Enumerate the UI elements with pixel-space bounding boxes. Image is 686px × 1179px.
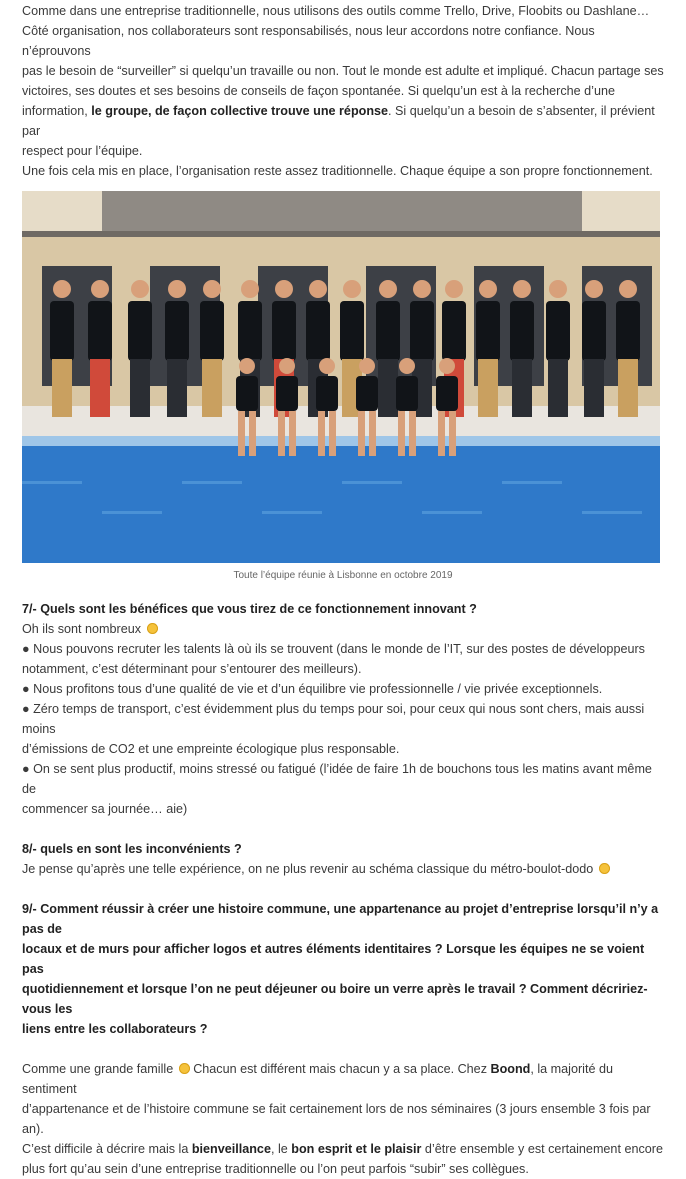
answer-line bbox=[22, 1059, 664, 1099]
list-item: ● Zéro temps de transport, c’est évidemment plus du temps pour soi, pour ceux qui nous sont chers, mais aussi moins bbox=[22, 702, 645, 736]
person-head bbox=[585, 280, 603, 298]
answer-line: plus fort qu’au sein d’une entreprise traditionnelle ou l’on peut parfois “subir” ses collègues. bbox=[22, 1162, 529, 1176]
person-leg bbox=[438, 411, 445, 456]
person-body bbox=[616, 301, 640, 361]
answer-7-intro bbox=[22, 619, 664, 639]
text: d’être ensemble y est certainement encore bbox=[421, 1142, 663, 1156]
water-ripple bbox=[582, 511, 642, 514]
person-body bbox=[376, 301, 400, 361]
person-leg bbox=[449, 411, 456, 456]
water-ripple bbox=[502, 481, 562, 484]
water-ripple bbox=[422, 511, 482, 514]
person-body bbox=[236, 376, 258, 411]
article-content bbox=[22, 0, 664, 1179]
water-ripple bbox=[262, 511, 322, 514]
list-item-continued: d’émissions de CO2 et une empreinte écologique plus responsable. bbox=[22, 742, 400, 756]
person-body bbox=[165, 301, 189, 361]
person-legs bbox=[512, 359, 532, 417]
person-head bbox=[379, 280, 397, 298]
person-leg bbox=[369, 411, 376, 456]
person-head bbox=[203, 280, 221, 298]
person-leg bbox=[289, 411, 296, 456]
photo-caption: Toute l’équipe réunie à Lisbonne en octobre 2019 bbox=[233, 570, 453, 581]
person-body bbox=[50, 301, 74, 361]
person-body bbox=[272, 301, 296, 361]
answer-line: d’appartenance et de l’histoire commune se fait certainement lors de nos séminaires (3 jours ensemble 3 fois par an). bbox=[22, 1102, 651, 1136]
person-legs bbox=[52, 359, 72, 417]
person-body bbox=[442, 301, 466, 361]
person-body bbox=[128, 301, 152, 361]
person-legs bbox=[90, 359, 110, 417]
person-legs bbox=[130, 359, 150, 417]
text: C’est difficile à décrire mais la bbox=[22, 1142, 192, 1156]
person-head bbox=[343, 280, 361, 298]
person-leg bbox=[409, 411, 416, 456]
roof-edge bbox=[22, 231, 660, 237]
text: Comme une grande famille bbox=[22, 1062, 174, 1076]
list-item: ● On se sent plus productif, moins stressé ou fatigué (l’idée de faire 1h de bouchons tous les matins avant même de bbox=[22, 762, 652, 796]
person-head bbox=[413, 280, 431, 298]
person-head bbox=[479, 280, 497, 298]
question-line: 9/- Comment réussir à créer une histoire commune, une appartenance au projet d’entreprise lorsqu’il n’y a pas de bbox=[22, 902, 659, 936]
person-body bbox=[582, 301, 606, 361]
person-leg bbox=[249, 411, 256, 456]
person-body bbox=[546, 301, 570, 361]
person-head bbox=[439, 358, 455, 374]
person-head bbox=[309, 280, 327, 298]
person-head bbox=[131, 280, 149, 298]
person-leg bbox=[358, 411, 365, 456]
list-item: ● Nous profitons tous d’une qualité de vie et d’un équilibre vie professionnelle / vie privée exceptionnels. bbox=[22, 682, 603, 696]
pool-edge bbox=[22, 436, 660, 446]
answer-9 bbox=[22, 1059, 664, 1179]
question-line: quotidiennement et lorsque l’on ne peut déjeuner ou boire un verre après le travail ? Comment décririez-vous les bbox=[22, 982, 648, 1016]
person-body bbox=[410, 301, 434, 361]
text: . Si quelqu’un a besoin de s’absenter, il prévient par bbox=[22, 104, 655, 138]
person-body bbox=[88, 301, 112, 361]
person-body bbox=[306, 301, 330, 361]
question-7: 7/- Quels sont les bénéfices que vous tirez de ce fonctionnement innovant ? bbox=[22, 602, 477, 616]
question-9 bbox=[22, 899, 664, 1039]
person-body bbox=[238, 301, 262, 361]
water-ripple bbox=[182, 481, 242, 484]
person-head bbox=[91, 280, 109, 298]
person-legs bbox=[618, 359, 638, 417]
person-body bbox=[340, 301, 364, 361]
list-item-continued: commencer sa journée… aie) bbox=[22, 802, 188, 816]
person-head bbox=[549, 280, 567, 298]
person-leg bbox=[278, 411, 285, 456]
person-head bbox=[241, 280, 259, 298]
text: , le bbox=[270, 1142, 292, 1156]
person-head bbox=[359, 358, 375, 374]
text: Je pense qu’après une telle expérience, on ne plus revenir au schéma classique du métro-boulot-dodo bbox=[22, 862, 594, 876]
person-head bbox=[239, 358, 255, 374]
pool-water bbox=[22, 436, 660, 563]
list-item-continued: notamment, c’est déterminant pour s’entourer des meilleurs). bbox=[22, 662, 362, 676]
smile-emoji-icon bbox=[179, 1063, 190, 1074]
person-head bbox=[513, 280, 531, 298]
bold-text: bon esprit et le plaisir bbox=[291, 1142, 422, 1156]
person-legs bbox=[202, 359, 222, 417]
question-line: locaux et de murs pour afficher logos et autres éléments identitaires ? Lorsque les équipes ne se voient pas bbox=[22, 942, 645, 976]
bold-text: bienveillance bbox=[191, 1142, 271, 1156]
bold-text: le groupe, de façon collective trouve une réponse bbox=[91, 104, 389, 118]
text: , la majorité du sentiment bbox=[22, 1062, 613, 1096]
person-legs bbox=[548, 359, 568, 417]
person-head bbox=[445, 280, 463, 298]
person-body bbox=[396, 376, 418, 411]
intro-line: Une fois cela mis en place, l’organisation reste assez traditionnelle. Chaque équipe a son propre fonctionnement. bbox=[22, 164, 653, 178]
person-head bbox=[319, 358, 335, 374]
intro-line: Côté organisation, nos collaborateurs sont responsabilisés, nous leur accordons notre confiance. Nous n’éprouvons bbox=[22, 24, 595, 58]
text: Oh ils sont nombreux bbox=[22, 622, 141, 636]
list-item: ● Nous pouvons recruter les talents là où ils se trouvent (dans le monde de l’IT, sur des postes de développeurs bbox=[22, 642, 645, 656]
intro-line bbox=[22, 101, 664, 141]
person-legs bbox=[478, 359, 498, 417]
person-body bbox=[356, 376, 378, 411]
person-leg bbox=[398, 411, 405, 456]
water-ripple bbox=[342, 481, 402, 484]
person-body bbox=[276, 376, 298, 411]
intro-paragraph bbox=[22, 1, 664, 181]
question-line: liens entre les collaborateurs ? bbox=[22, 1022, 208, 1036]
question-8: 8/- quels en sont les inconvénients ? bbox=[22, 842, 242, 856]
person-head bbox=[279, 358, 295, 374]
person-head bbox=[168, 280, 186, 298]
intro-line: respect pour l’équipe. bbox=[22, 144, 143, 158]
person-leg bbox=[318, 411, 325, 456]
team-photo bbox=[22, 191, 660, 563]
bold-text: Boond bbox=[490, 1062, 531, 1076]
person-leg bbox=[238, 411, 245, 456]
text: Chacun est différent mais chacun y a sa place. Chez bbox=[189, 1062, 491, 1076]
person-legs bbox=[584, 359, 604, 417]
person-legs bbox=[378, 359, 398, 417]
person-body bbox=[476, 301, 500, 361]
answer-8 bbox=[22, 859, 664, 879]
person-head bbox=[275, 280, 293, 298]
wink-emoji-icon bbox=[147, 623, 158, 634]
person-head bbox=[619, 280, 637, 298]
person-head bbox=[53, 280, 71, 298]
water-ripple bbox=[102, 511, 162, 514]
intro-line: Comme dans une entreprise traditionnelle, nous utilisons des outils comme Trello, Drive, Floobits ou Dashlane… bbox=[22, 4, 650, 18]
answer-line bbox=[22, 1139, 664, 1159]
building-upper-wall bbox=[102, 191, 582, 237]
text: information, bbox=[22, 104, 92, 118]
person-body bbox=[510, 301, 534, 361]
person-body bbox=[436, 376, 458, 411]
person-head bbox=[399, 358, 415, 374]
person-body bbox=[200, 301, 224, 361]
intro-line: victoires, ses doutes et ses besoins de conseils de façon spontanée. Si quelqu’un est à la recherche d’une bbox=[22, 84, 615, 98]
wink-emoji-icon bbox=[599, 863, 610, 874]
person-body bbox=[316, 376, 338, 411]
team-photo-illustration bbox=[22, 191, 660, 563]
intro-line: pas le besoin de “surveiller” si quelqu’un travaille ou non. Tout le monde est adulte et impliqué. Chacun partage ses bbox=[22, 64, 664, 78]
benefits-list bbox=[22, 639, 664, 819]
water-ripple bbox=[22, 481, 82, 484]
person-legs bbox=[167, 359, 187, 417]
person-leg bbox=[329, 411, 336, 456]
